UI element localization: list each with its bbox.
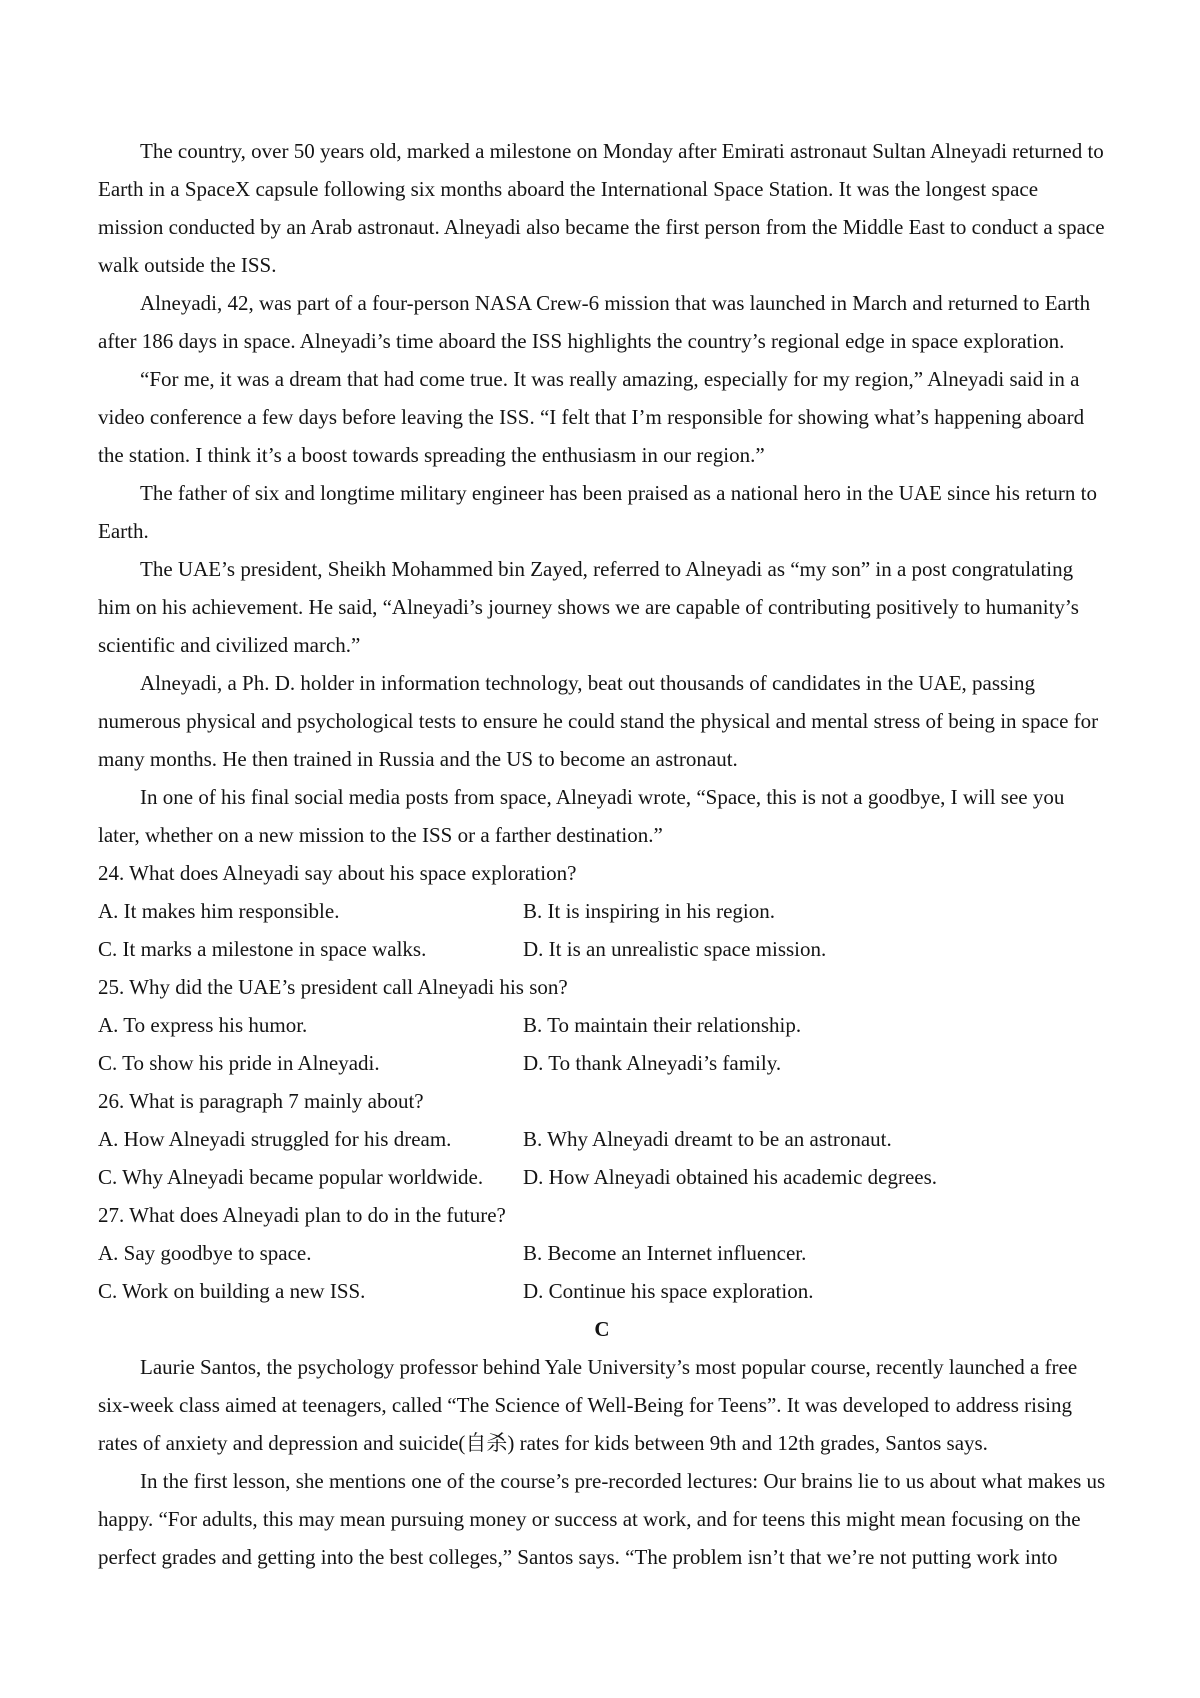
option-a: A. How Alneyadi struggled for his dream. (98, 1127, 452, 1151)
option-b: B. It is inspiring in his region. (523, 899, 775, 923)
option-d: D. How Alneyadi obtained his academic degrees. (523, 1165, 938, 1189)
question-26 (98, 1082, 1106, 1196)
option-b: B. Become an Internet influencer. (523, 1241, 807, 1265)
option-c: C. Why Alneyadi became popular worldwide. (98, 1165, 484, 1189)
option-c: C. To show his pride in Alneyadi. (98, 1051, 380, 1075)
question-24 (98, 854, 1106, 968)
section-c-paragraph-2: In the first lesson, she mentions one of the course’s pre-recorded lectures: Our brains lie to us about what makes us happy. “For adults, this may mean pursuing money or success at work, and for teens this might mean focusing on the perfect grades and getting into the best colleges,” Santos says. “The problem isn’t that we’re not putting work into (98, 1469, 1106, 1569)
option-d: D. It is an unrealistic space mission. (523, 937, 827, 961)
question-stem: 24. What does Alneyadi say about his space exploration? (98, 861, 577, 885)
option-row (98, 1044, 1106, 1082)
passage-paragraph-4: The father of six and longtime military engineer has been praised as a national hero in the UAE since his return to Earth. (98, 481, 1097, 543)
option-a: A. To express his humor. (98, 1013, 308, 1037)
option-d: D. To thank Alneyadi’s family. (523, 1051, 782, 1075)
question-stem: 26. What is paragraph 7 mainly about? (98, 1089, 424, 1113)
question-25 (98, 968, 1106, 1082)
section-heading-c: C (594, 1317, 610, 1341)
option-c: C. It marks a milestone in space walks. (98, 937, 427, 961)
option-d: D. Continue his space exploration. (523, 1279, 814, 1303)
option-a: A. Say goodbye to space. (98, 1241, 312, 1265)
option-row (98, 1158, 1106, 1196)
option-row (98, 1234, 1106, 1272)
option-row (98, 1006, 1106, 1044)
option-b: B. Why Alneyadi dreamt to be an astronaut. (523, 1127, 892, 1151)
passage-paragraph-6: Alneyadi, a Ph. D. holder in information technology, beat out thousands of candidates in the UAE, passing numerous physical and psychological tests to ensure he could stand the physical and mental stress of being in space for many months. He then trained in Russia and the US to become an astronaut. (98, 671, 1099, 771)
option-b: B. To maintain their relationship. (523, 1013, 802, 1037)
question-stem: 25. Why did the UAE’s president call Alneyadi his son? (98, 975, 568, 999)
passage-paragraph-3: “For me, it was a dream that had come true. It was really amazing, especially for my region,” Alneyadi said in a video conference a few days before leaving the ISS. “I felt that I’m responsible for showing what’s happening aboard the station. I think it’s a boost towards spreading the enthusiasm in our region.” (98, 367, 1085, 467)
question-stem: 27. What does Alneyadi plan to do in the future? (98, 1203, 506, 1227)
section-c-paragraph-1: Laurie Santos, the psychology professor behind Yale University’s most popular course, recently launched a free six-week class aimed at teenagers, called “The Science of Well-Being for Teens”. It was developed to address rising rates of anxiety and depression and suicide(自杀) rates for kids between 9th and 12th grades, Santos says. (98, 1355, 1078, 1455)
option-c: C. Work on building a new ISS. (98, 1279, 366, 1303)
passage-paragraph-5: The UAE’s president, Sheikh Mohammed bin Zayed, referred to Alneyadi as “my son” in a post congratulating him on his achievement. He said, “Alneyadi’s journey shows we are capable of contributing positively to humanity’s scientific and civilized march.” (98, 557, 1079, 657)
option-row (98, 930, 1106, 968)
option-row (98, 1120, 1106, 1158)
option-a: A. It makes him responsible. (98, 899, 340, 923)
passage-paragraph-7: In one of his final social media posts from space, Alneyadi wrote, “Space, this is not a goodbye, I will see you later, whether on a new mission to the ISS or a farther destination.” (98, 785, 1065, 847)
page-content (98, 132, 1106, 1576)
option-row (98, 892, 1106, 930)
option-row (98, 1272, 1106, 1310)
passage-paragraph-2: Alneyadi, 42, was part of a four-person NASA Crew-6 mission that was launched in March and returned to Earth after 186 days in space. Alneyadi’s time aboard the ISS highlights the country’s regional edge in space exploration. (98, 291, 1091, 353)
question-27 (98, 1196, 1106, 1310)
passage-paragraph-1: The country, over 50 years old, marked a milestone on Monday after Emirati astronaut Sultan Alneyadi returned to Earth in a SpaceX capsule following six months aboard the International Space Station. It was the longest space mission conducted by an Arab astronaut. Alneyadi also became the first person from the Middle East to conduct a space walk outside the ISS. (98, 139, 1105, 277)
